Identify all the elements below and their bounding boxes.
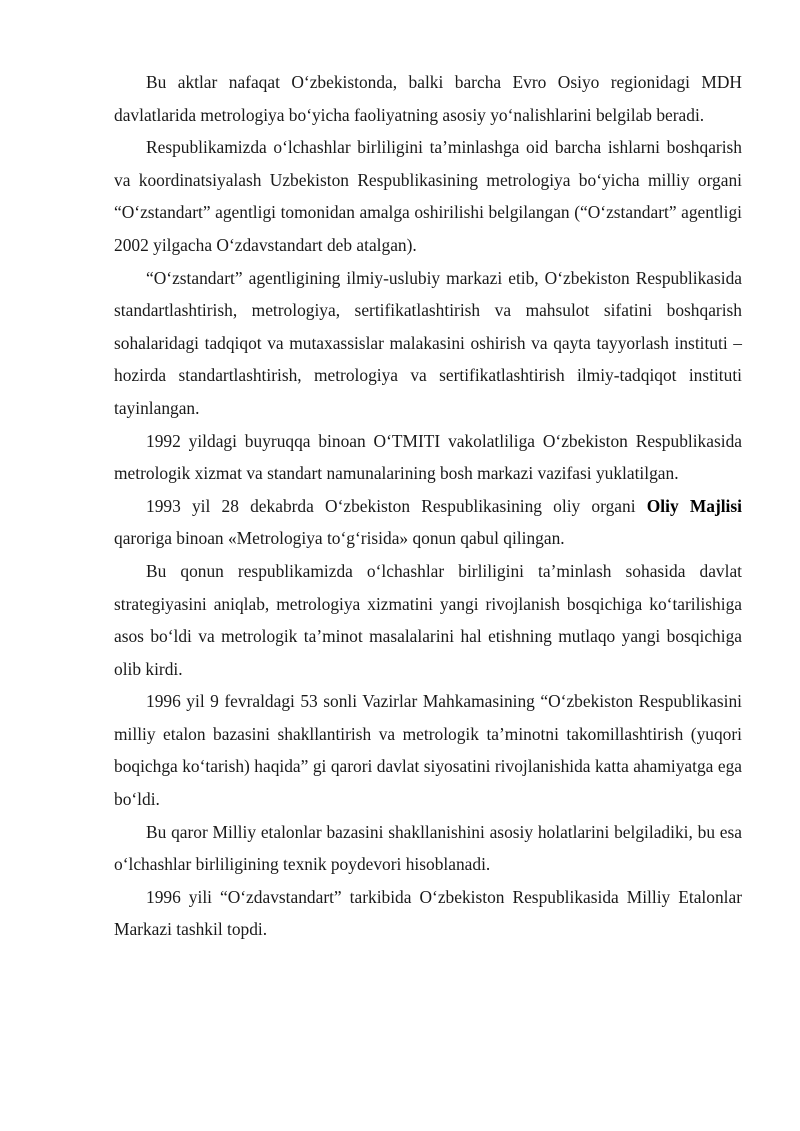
paragraph-3: “O‘zstandart” agentligining ilmiy-uslubiy markazi etib, O‘zbekiston Respublikasida standartlashtirish, metrologiya, sertifikatlashtirish va mahsulot sifatini boshqarish sohalaridagi tadqiqot va mutaxassislar malakasini oshirish va qayta tayyorlash instituti – hozirda standartlashtirish, metrologiya va sertifikatlashtirish ilmiy-tadqiqot instituti tayinlangan. (114, 267, 742, 418)
paragraph-4: 1992 yildagi buyruqqa binoan O‘TMITI vakolatliliga O‘zbekiston Respublikasida metrologik xizmat va standart namunalarining bosh markazi vazifasi yuklatilgan. (114, 430, 742, 484)
paragraph-6: Bu qonun respublikamizda o‘lchashlar birliligini ta’minlash sohasida davlat strategiyasini aniqlab, metrologiya xizmatini yangi rivojlanish bosqichiga ko‘tarilishiga asos bo‘ldi va metrologik ta’minot masalalarini hal etishning mutlaqo yangi bosqichiga olib kirdi. (114, 560, 742, 679)
document-page (114, 66, 742, 946)
paragraph-2: Respublikamizda o‘lchashlar birliligini ta’minlashga oid barcha ishlarni boshqarish va koordinatsiyalash Uzbekiston Respublikasining metrologiya bo‘yicha milliy organi “O‘zstandart” agentligi tomonidan amalga oshirilishi belgilangan (“O‘zstandart” agentligi 2002 yilgacha O‘zdavstandart deb atalgan). (114, 137, 742, 255)
paragraph-5-before: 1993 yil 28 dekabrda O‘zbekiston Respublikasining oliy organi (146, 495, 647, 516)
paragraph-8: Bu qaror Milliy etalonlar bazasini shakllanishini asosiy holatlarini belgiladiki, bu esa o‘lchashlar birliligining texnik poydevori hisoblanadi. (114, 821, 742, 875)
paragraph-5 (114, 490, 742, 555)
paragraph-9: 1996 yili “O‘zdavstandart” tarkibida O‘zbekiston Respublikasida Milliy Etalonlar Markazi tashkil topdi. (114, 886, 742, 940)
paragraph-5-after: qaroriga binoan «Metrologiya to‘g‘risida» qonun qabul qilingan. (114, 528, 565, 549)
bold-term-oliy-majlisi: Oliy Majlisi (646, 495, 742, 516)
paragraph-7: 1996 yil 9 fevraldagi 53 sonli Vazirlar Mahkamasining “O‘zbekiston Respublikasini milliy etalon bazasini shakllantirish va metrologik ta’minotni takomillashtirish (yuqori boqichga ko‘tarish) haqida” gi qarori davlat siyosatini rivojlanishida katta ahamiyatga ega bo‘ldi. (114, 691, 742, 810)
paragraph-1: Bu aktlar nafaqat O‘zbekistonda, balki barcha Evro Osiyo regionidagi MDH davlatlarida metrologiya bo‘yicha faoliyatning asosiy yo‘nalishlarini belgilab beradi. (114, 72, 742, 125)
